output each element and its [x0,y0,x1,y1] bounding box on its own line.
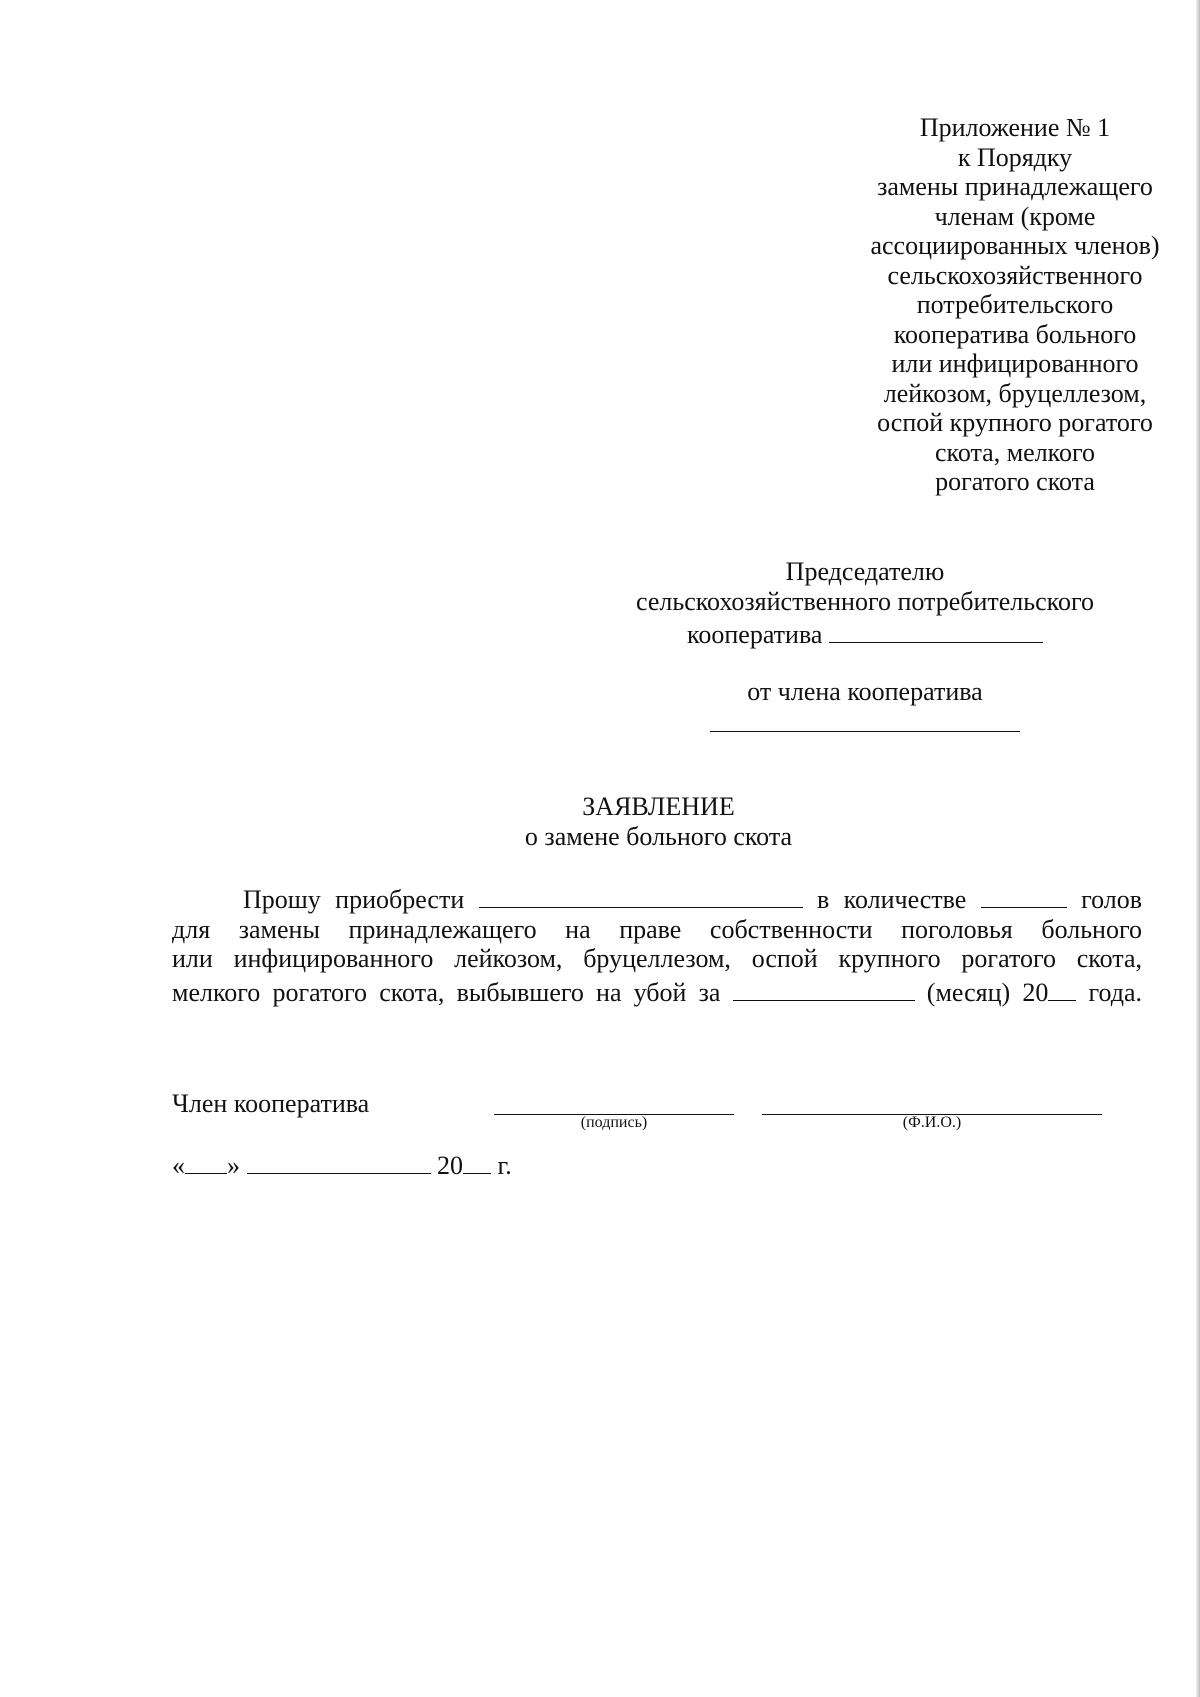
appendix-line: кооператива больного [893,319,1137,349]
addressee-line-1: Председателю [785,557,945,586]
cooperative-label: кооператива [687,620,823,649]
document-heading [0,792,1200,851]
quantity-blank[interactable] [981,881,1067,908]
body-line-3: или инфицированного лейкозом, бруцеллезом, оспой крупного рогатого скота, [172,944,1142,973]
appendix-line: или инфицированного [891,349,1139,378]
signature-caption: (подпись) [580,1114,648,1131]
appendix-line: потребительского [916,290,1114,319]
date-year-suffix: г. [497,1151,512,1180]
member-signature-label: Член кооператива [172,1089,370,1118]
document-title: ЗАЯВЛЕНИЕ [582,792,735,821]
month-blank[interactable] [733,974,915,1001]
body-line-1 [172,881,1142,915]
date-year-prefix: 20 [437,1151,463,1180]
appendix-line: ассоциированных членов) [870,231,1160,260]
open-quote: « [172,1151,185,1180]
date-line [172,1147,512,1181]
appendix-line: сельскохозяйственного [887,260,1143,290]
from-member-label: от члена кооператива [747,676,983,706]
appendix-line: Приложение № 1 [919,113,1111,142]
appendix-line: лейкозом, бруцеллезом, [883,378,1147,408]
appendix-line: к Порядку [957,142,1073,172]
body-line-4 [172,974,1142,1008]
month-year-label: (месяц) 20 [926,977,1049,1007]
slaughter-label: мелкого рогатого скота, выбывшего на убой за [172,977,721,1007]
appendix-line: членам (кроме [934,201,1096,231]
full-name-caption: (Ф.И.О.) [902,1114,962,1131]
date-month-blank[interactable] [247,1147,431,1174]
body-line-2: для замены принадлежащего на праве собственности поголовья больного [172,914,1142,944]
document-subtitle: о замене больного скота [524,821,793,851]
year-blank[interactable] [1048,974,1076,1001]
addressee-line-3 [600,616,1130,650]
appendix-line: скота, мелкого [934,437,1096,467]
day-blank[interactable] [185,1147,227,1174]
year-suffix: года. [1088,977,1143,1007]
appendix-line: замены принадлежащего [877,172,1153,201]
addressee-line-2: сельскохозяйственного потребительского [635,586,1095,616]
livestock-type-blank[interactable] [479,881,803,908]
addressee-block [600,557,1130,733]
appendix-line: оспой крупного рогатого [877,408,1153,437]
member-name-blank[interactable] [710,731,1020,733]
appendix-line: рогатого скота [935,467,1095,496]
quantity-label: в количестве [816,885,967,914]
close-quote: » [227,1151,240,1180]
cooperative-name-blank[interactable] [829,616,1043,643]
heads-label: голов [1081,885,1143,914]
appendix-header [790,113,1200,497]
application-body [172,881,1142,1007]
request-label: Прошу приобрести [243,885,465,914]
date-year-blank[interactable] [463,1147,491,1174]
